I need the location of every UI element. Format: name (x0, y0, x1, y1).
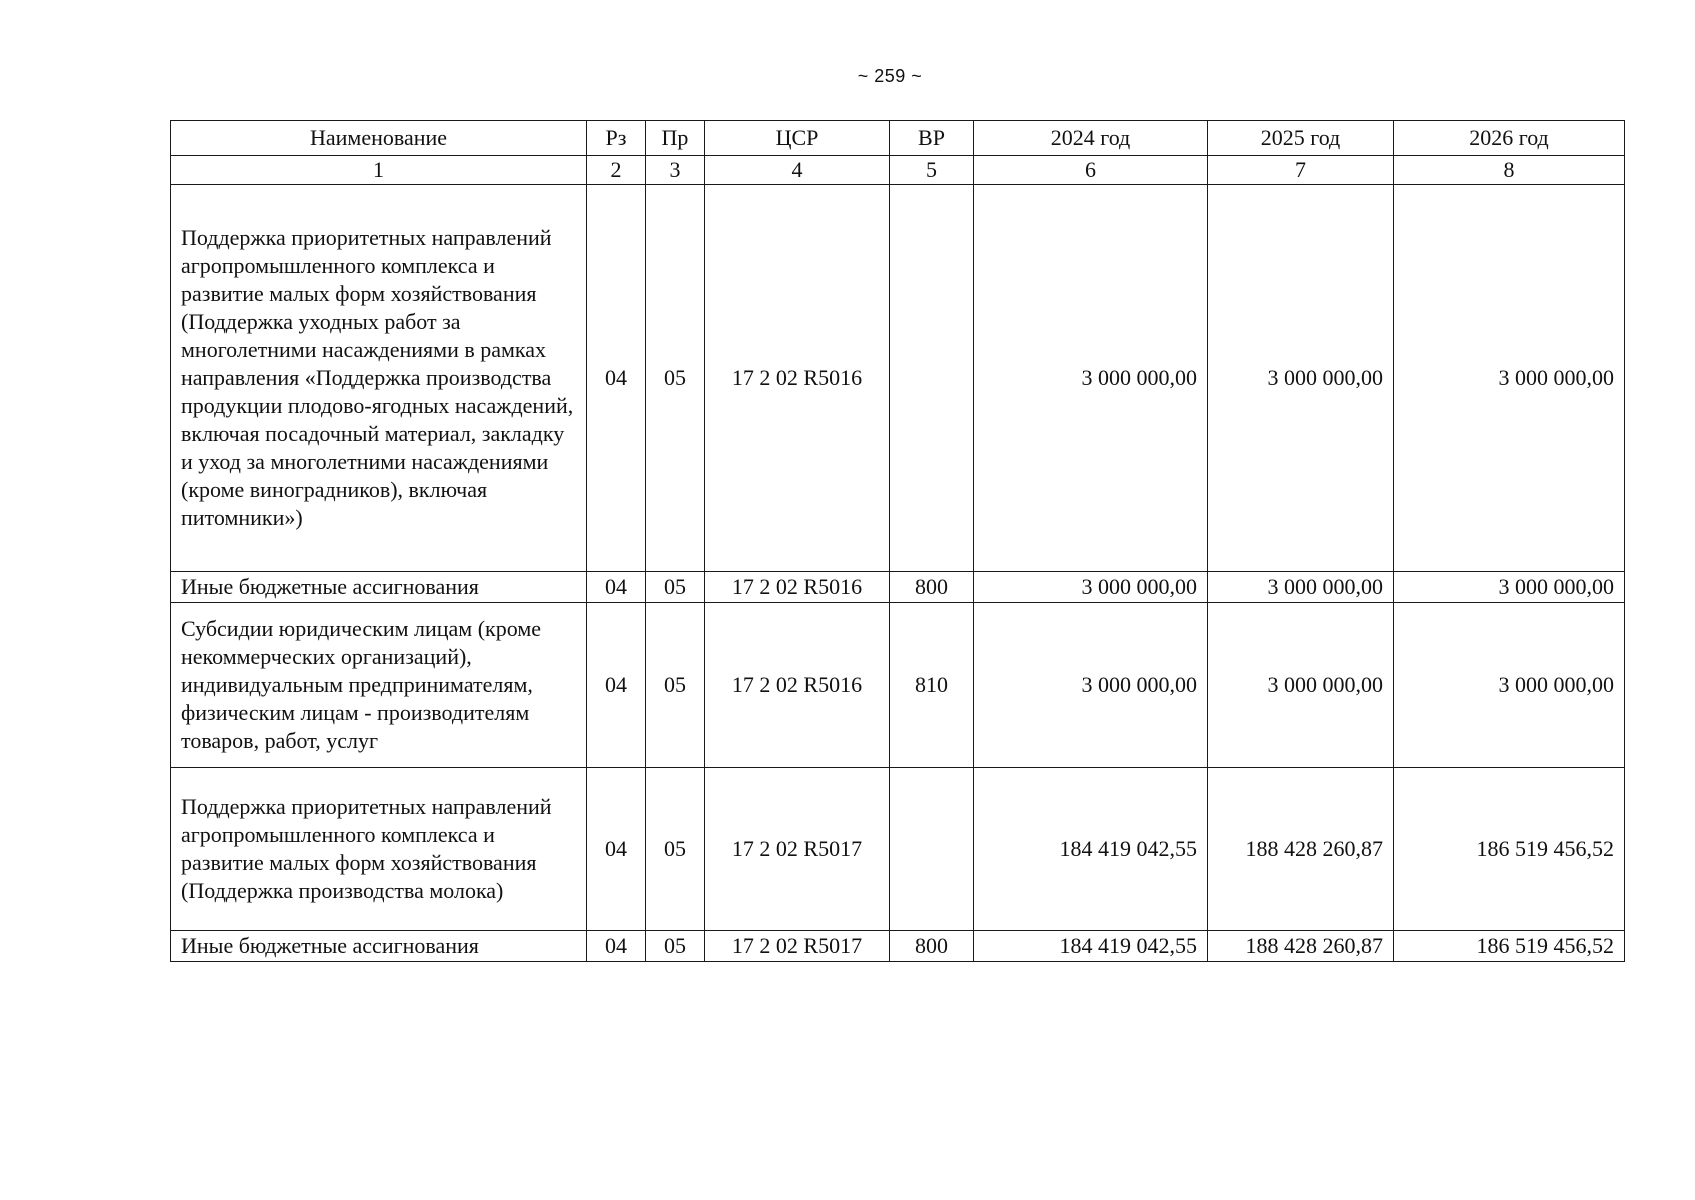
row-pr: 05 (646, 572, 705, 603)
row-csr: 17 2 02 R5017 (705, 768, 890, 931)
row-csr: 17 2 02 R5016 (705, 572, 890, 603)
row-amount-2026: 3 000 000,00 (1394, 572, 1625, 603)
row-rz: 04 (587, 185, 646, 572)
column-number-row (171, 156, 1625, 185)
row-rz: 04 (587, 768, 646, 931)
row-name: Субсидии юридическим лицам (кроме некоммерческих организаций), индивидуальным предпринимателям, физическим лицам - производителям товаров, работ, услуг (171, 603, 587, 768)
header-pr: Пр (646, 121, 705, 156)
column-number: 7 (1208, 156, 1394, 185)
table-row (171, 572, 1625, 603)
row-pr: 05 (646, 931, 705, 962)
row-pr: 05 (646, 185, 705, 572)
row-name: Поддержка приоритетных направлений агропромышленного комплекса и развитие малых форм хозяйствования (Поддержка уходных работ за многолетними насаждениями в рамках направления «Поддержка производства продукции плодово-ягодных насаждений, включая посадочный материал, закладку и уход за многолетними насаждениями (кроме виноградников), включая питомники») (171, 185, 587, 572)
header-2024: 2024 год (974, 121, 1208, 156)
row-vr (890, 185, 974, 572)
page-number: ~ 259 ~ (857, 66, 923, 86)
row-pr: 05 (646, 768, 705, 931)
row-name: Поддержка приоритетных направлений агропромышленного комплекса и развитие малых форм хозяйствования (Поддержка производства молока) (171, 768, 587, 931)
header-vr: ВР (890, 121, 974, 156)
header-row (171, 121, 1625, 156)
column-number: 5 (890, 156, 974, 185)
row-rz: 04 (587, 572, 646, 603)
column-number: 4 (705, 156, 890, 185)
row-name: Иные бюджетные ассигнования (171, 572, 587, 603)
row-rz: 04 (587, 603, 646, 768)
column-number: 3 (646, 156, 705, 185)
row-amount-2026: 3 000 000,00 (1394, 185, 1625, 572)
column-number: 2 (587, 156, 646, 185)
row-rz: 04 (587, 931, 646, 962)
row-amount-2025: 188 428 260,87 (1208, 931, 1394, 962)
row-vr (890, 768, 974, 931)
header-2026: 2026 год (1394, 121, 1625, 156)
row-csr: 17 2 02 R5016 (705, 185, 890, 572)
row-pr: 05 (646, 603, 705, 768)
row-vr: 810 (890, 603, 974, 768)
row-amount-2025: 3 000 000,00 (1208, 603, 1394, 768)
row-amount-2024: 184 419 042,55 (974, 768, 1208, 931)
header-2025: 2025 год (1208, 121, 1394, 156)
row-amount-2024: 3 000 000,00 (974, 185, 1208, 572)
row-csr: 17 2 02 R5016 (705, 603, 890, 768)
row-amount-2025: 188 428 260,87 (1208, 768, 1394, 931)
row-amount-2026: 186 519 456,52 (1394, 931, 1625, 962)
row-vr: 800 (890, 931, 974, 962)
row-amount-2025: 3 000 000,00 (1208, 185, 1394, 572)
row-name: Иные бюджетные ассигнования (171, 931, 587, 962)
column-number: 8 (1394, 156, 1625, 185)
header-csr: ЦСР (705, 121, 890, 156)
column-number: 6 (974, 156, 1208, 185)
header-rz: Рз (587, 121, 646, 156)
table-row (171, 603, 1625, 768)
row-amount-2024: 3 000 000,00 (974, 572, 1208, 603)
row-amount-2026: 3 000 000,00 (1394, 603, 1625, 768)
table-row (171, 185, 1625, 572)
row-amount-2026: 186 519 456,52 (1394, 768, 1625, 931)
table-row (171, 931, 1625, 962)
row-amount-2024: 3 000 000,00 (974, 603, 1208, 768)
row-amount-2024: 184 419 042,55 (974, 931, 1208, 962)
table-row (171, 768, 1625, 931)
budget-table (170, 120, 1625, 962)
row-amount-2025: 3 000 000,00 (1208, 572, 1394, 603)
row-csr: 17 2 02 R5017 (705, 931, 890, 962)
header-name: Наименование (171, 121, 587, 156)
column-number: 1 (171, 156, 587, 185)
row-vr: 800 (890, 572, 974, 603)
